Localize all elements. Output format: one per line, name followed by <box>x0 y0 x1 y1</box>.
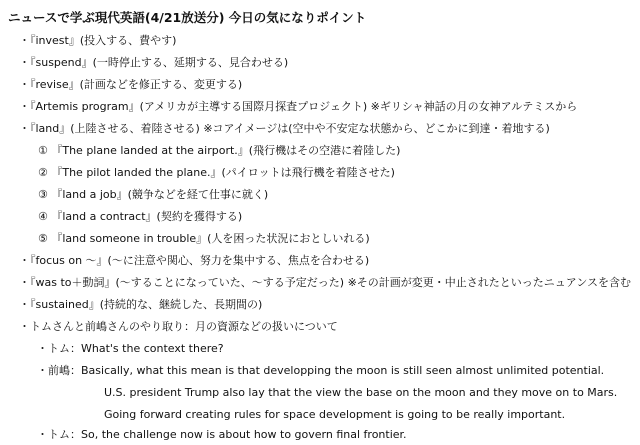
vocab-item-invest: ・『invest』(投入する、費やす) <box>19 34 177 47</box>
dialogue-line-maejima: ・前嶋：Basically, what this mean is that developping the moon is still seen almost unlimited potential. <box>37 364 605 377</box>
dialogue-heading: ・トムさんと前嶋さんのやり取り：月の資源などの扱いについて <box>19 320 338 333</box>
vocab-item-revise: ・『revise』(計画などを修正する、変更する) <box>19 78 243 91</box>
vocab-item-suspend: ・『suspend』(一時停止する、延期する、見合わせる) <box>19 56 289 69</box>
page-title: ニュースで学ぶ現代英語(4/21放送分) 今日の気になりポイント <box>8 10 367 25</box>
vocab-item-sustained: ・『sustained』(持続的な、継続した、長期間の) <box>19 298 263 311</box>
land-example-2: ② 『The pilot landed the plane.』(パイロットは飛行機を着陸させた) <box>38 166 395 179</box>
vocab-item-artemis: ・『Artemis program』(アメリカが主導する国際月探査プロジェクト) ※ギリシャ神話の月の女神アルテミスから <box>19 100 578 113</box>
land-example-5: ⑤ 『land someone in trouble』(人を困った状況におとしいれる) <box>38 232 370 245</box>
land-example-1: ① 『The plane landed at the airport.』(飛行機はその空港に着陸した) <box>38 144 401 157</box>
land-example-3: ③ 『land a job』(競争などを経て仕事に就く) <box>38 188 269 201</box>
vocab-item-was-to: ・『was to＋動詞』(～することになっていた、～する予定だった) ※その計画が変更・中止されたといったニュアンスを含む <box>19 276 632 289</box>
dialogue-line-tom-1: ・トム：What's the context there? <box>37 342 224 355</box>
dialogue-line-maejima-cont-2: Going forward creating rules for space development is going to be really important. <box>104 408 566 421</box>
vocab-item-land: ・『land』(上陸させる、着陸させる) ※コアイメージは(空中や不安定な状態から、どこかに到達・着地する) <box>19 122 550 135</box>
dialogue-line-tom-2: ・トム：So, the challenge now is about how to govern final frontier. <box>37 428 407 441</box>
dialogue-line-maejima-cont-1: U.S. president Trump also lay that the view the base on the moon and they move on to Mars. <box>104 386 618 399</box>
land-example-4: ④ 『land a contract』(契約を獲得する) <box>38 210 243 223</box>
vocab-item-focus-on: ・『focus on ～』(～に注意や関心、努力を集中する、焦点を合わせる) <box>19 254 370 267</box>
